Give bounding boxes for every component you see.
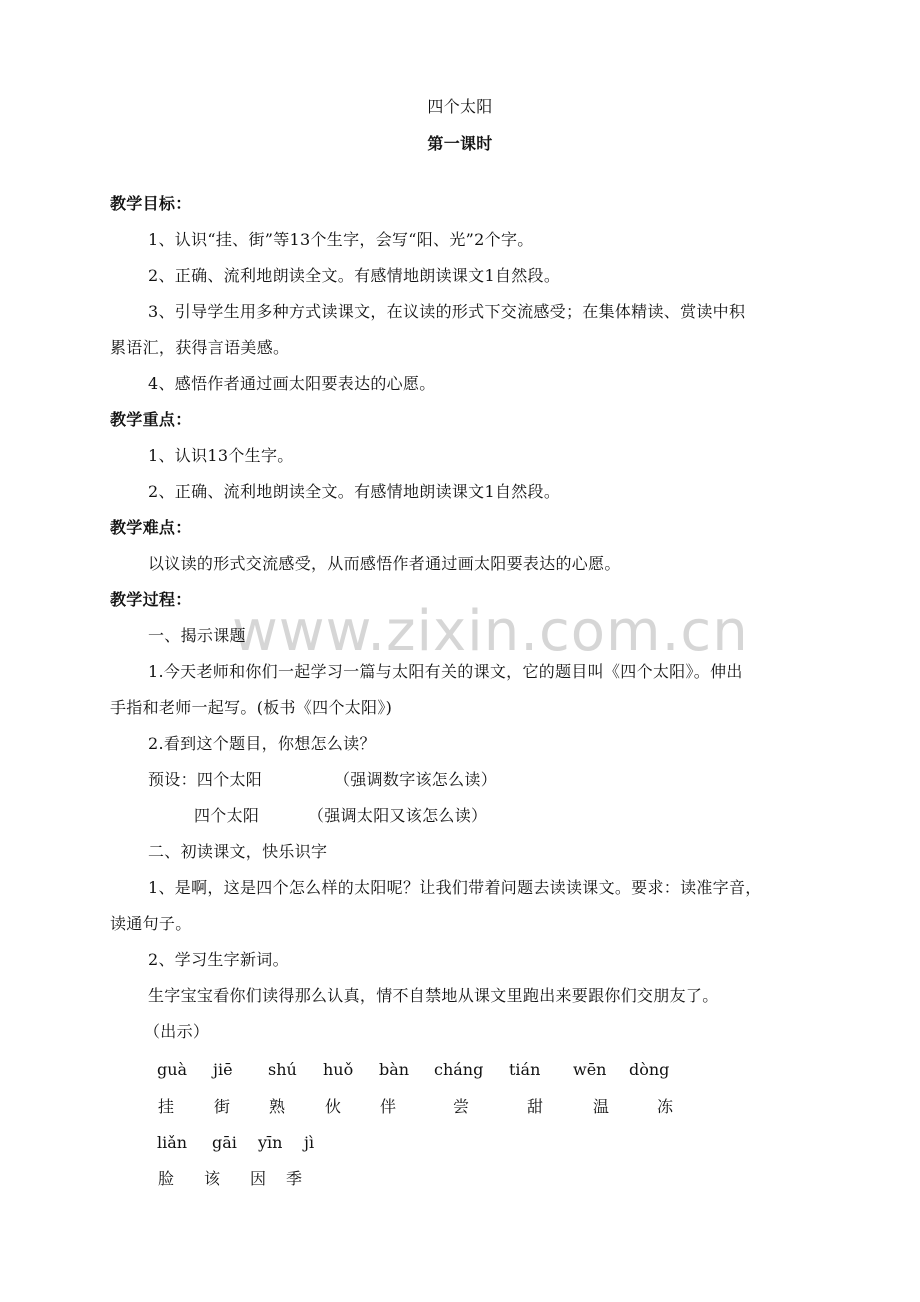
objective-item: 3、引导学生用多种方式读课文，在议读的形式下交流感受；在集体精读、赏读中积 (148, 302, 746, 321)
pinyin: wēn (573, 1060, 607, 1079)
preset-label: 四个太阳 (194, 806, 260, 825)
hanzi: 街 (214, 1097, 231, 1116)
preset-label: 预设：四个太阳 (148, 770, 263, 789)
keypoint-item: 1、认识13个生字。 (148, 446, 294, 465)
hanzi: 季 (286, 1169, 303, 1188)
pinyin: yīn (258, 1133, 283, 1152)
preset-note: （强调太阳又该怎么读） (308, 806, 488, 825)
pinyin: tián (509, 1060, 541, 1079)
paragraph: 1.今天老师和你们一起学习一篇与太阳有关的课文，它的题目叫《四个太阳》。伸出 (148, 662, 743, 681)
keypoints-heading: 教学重点： (110, 410, 192, 429)
pinyin: huǒ (323, 1060, 354, 1079)
hanzi: 该 (204, 1169, 221, 1188)
preset-note: （强调数字该怎么读） (334, 770, 498, 789)
difficulties-text: 以议读的形式交流感受，从而感悟作者通过画太阳要表达的心愿。 (148, 554, 621, 573)
watermark: www.zixin.com.cn (232, 599, 749, 664)
pinyin: shú (268, 1060, 297, 1079)
hanzi: 温 (593, 1097, 610, 1116)
document-title: 四个太阳 (427, 97, 493, 116)
pinyin: dòng (629, 1060, 670, 1079)
section-two-heading: 二、初读课文，快乐识字 (148, 842, 328, 861)
paragraph: 生字宝宝看你们读得那么认真，情不自禁地从课文里跑出来要跟你们交朋友了。 (148, 986, 719, 1005)
hanzi: 冻 (657, 1097, 674, 1116)
paragraph: 2、学习生字新词。 (148, 950, 289, 969)
hanzi: 熟 (269, 1097, 286, 1116)
show-label: （出示） (144, 1022, 210, 1041)
paragraph: 2.看到这个题目，你想怎么读？ (148, 734, 376, 753)
hanzi: 挂 (158, 1097, 175, 1116)
pinyin: gāi (212, 1133, 237, 1152)
pinyin: jiē (213, 1060, 233, 1079)
objectives-heading: 教学目标： (110, 194, 192, 213)
hanzi: 伙 (325, 1097, 342, 1116)
paragraph: 1、是啊，这是四个怎么样的太阳呢？让我们带着问题去读读课文。要求：读准字音， (148, 878, 762, 897)
objective-item: 2、正确、流利地朗读全文。有感情地朗读课文1自然段。 (148, 266, 561, 285)
difficulties-heading: 教学难点： (110, 518, 192, 537)
hanzi: 甜 (527, 1097, 544, 1116)
hanzi: 伴 (380, 1097, 397, 1116)
process-heading: 教学过程： (110, 590, 192, 609)
section-one-heading: 一、揭示课题 (148, 626, 246, 645)
pinyin: cháng (434, 1060, 484, 1079)
pinyin: liǎn (157, 1133, 188, 1152)
pinyin: bàn (379, 1060, 410, 1079)
hanzi: 因 (250, 1169, 267, 1188)
pinyin: jì (304, 1133, 315, 1152)
lesson-subtitle: 第一课时 (427, 134, 493, 153)
hanzi: 尝 (453, 1097, 470, 1116)
pinyin: guà (157, 1060, 188, 1079)
objective-item: 1、认识“挂、街”等13个生字，会写“阳、光”2个字。 (148, 230, 534, 249)
keypoint-item: 2、正确、流利地朗读全文。有感情地朗读课文1自然段。 (148, 482, 561, 501)
paragraph-continued: 手指和老师一起写。(板书《四个太阳》) (110, 698, 393, 717)
paragraph-continued: 读通句子。 (110, 914, 192, 933)
hanzi: 脸 (158, 1169, 175, 1188)
objective-item-continued: 累语汇，获得言语美感。 (110, 338, 290, 357)
objective-item: 4、感悟作者通过画太阳要表达的心愿。 (148, 374, 436, 393)
